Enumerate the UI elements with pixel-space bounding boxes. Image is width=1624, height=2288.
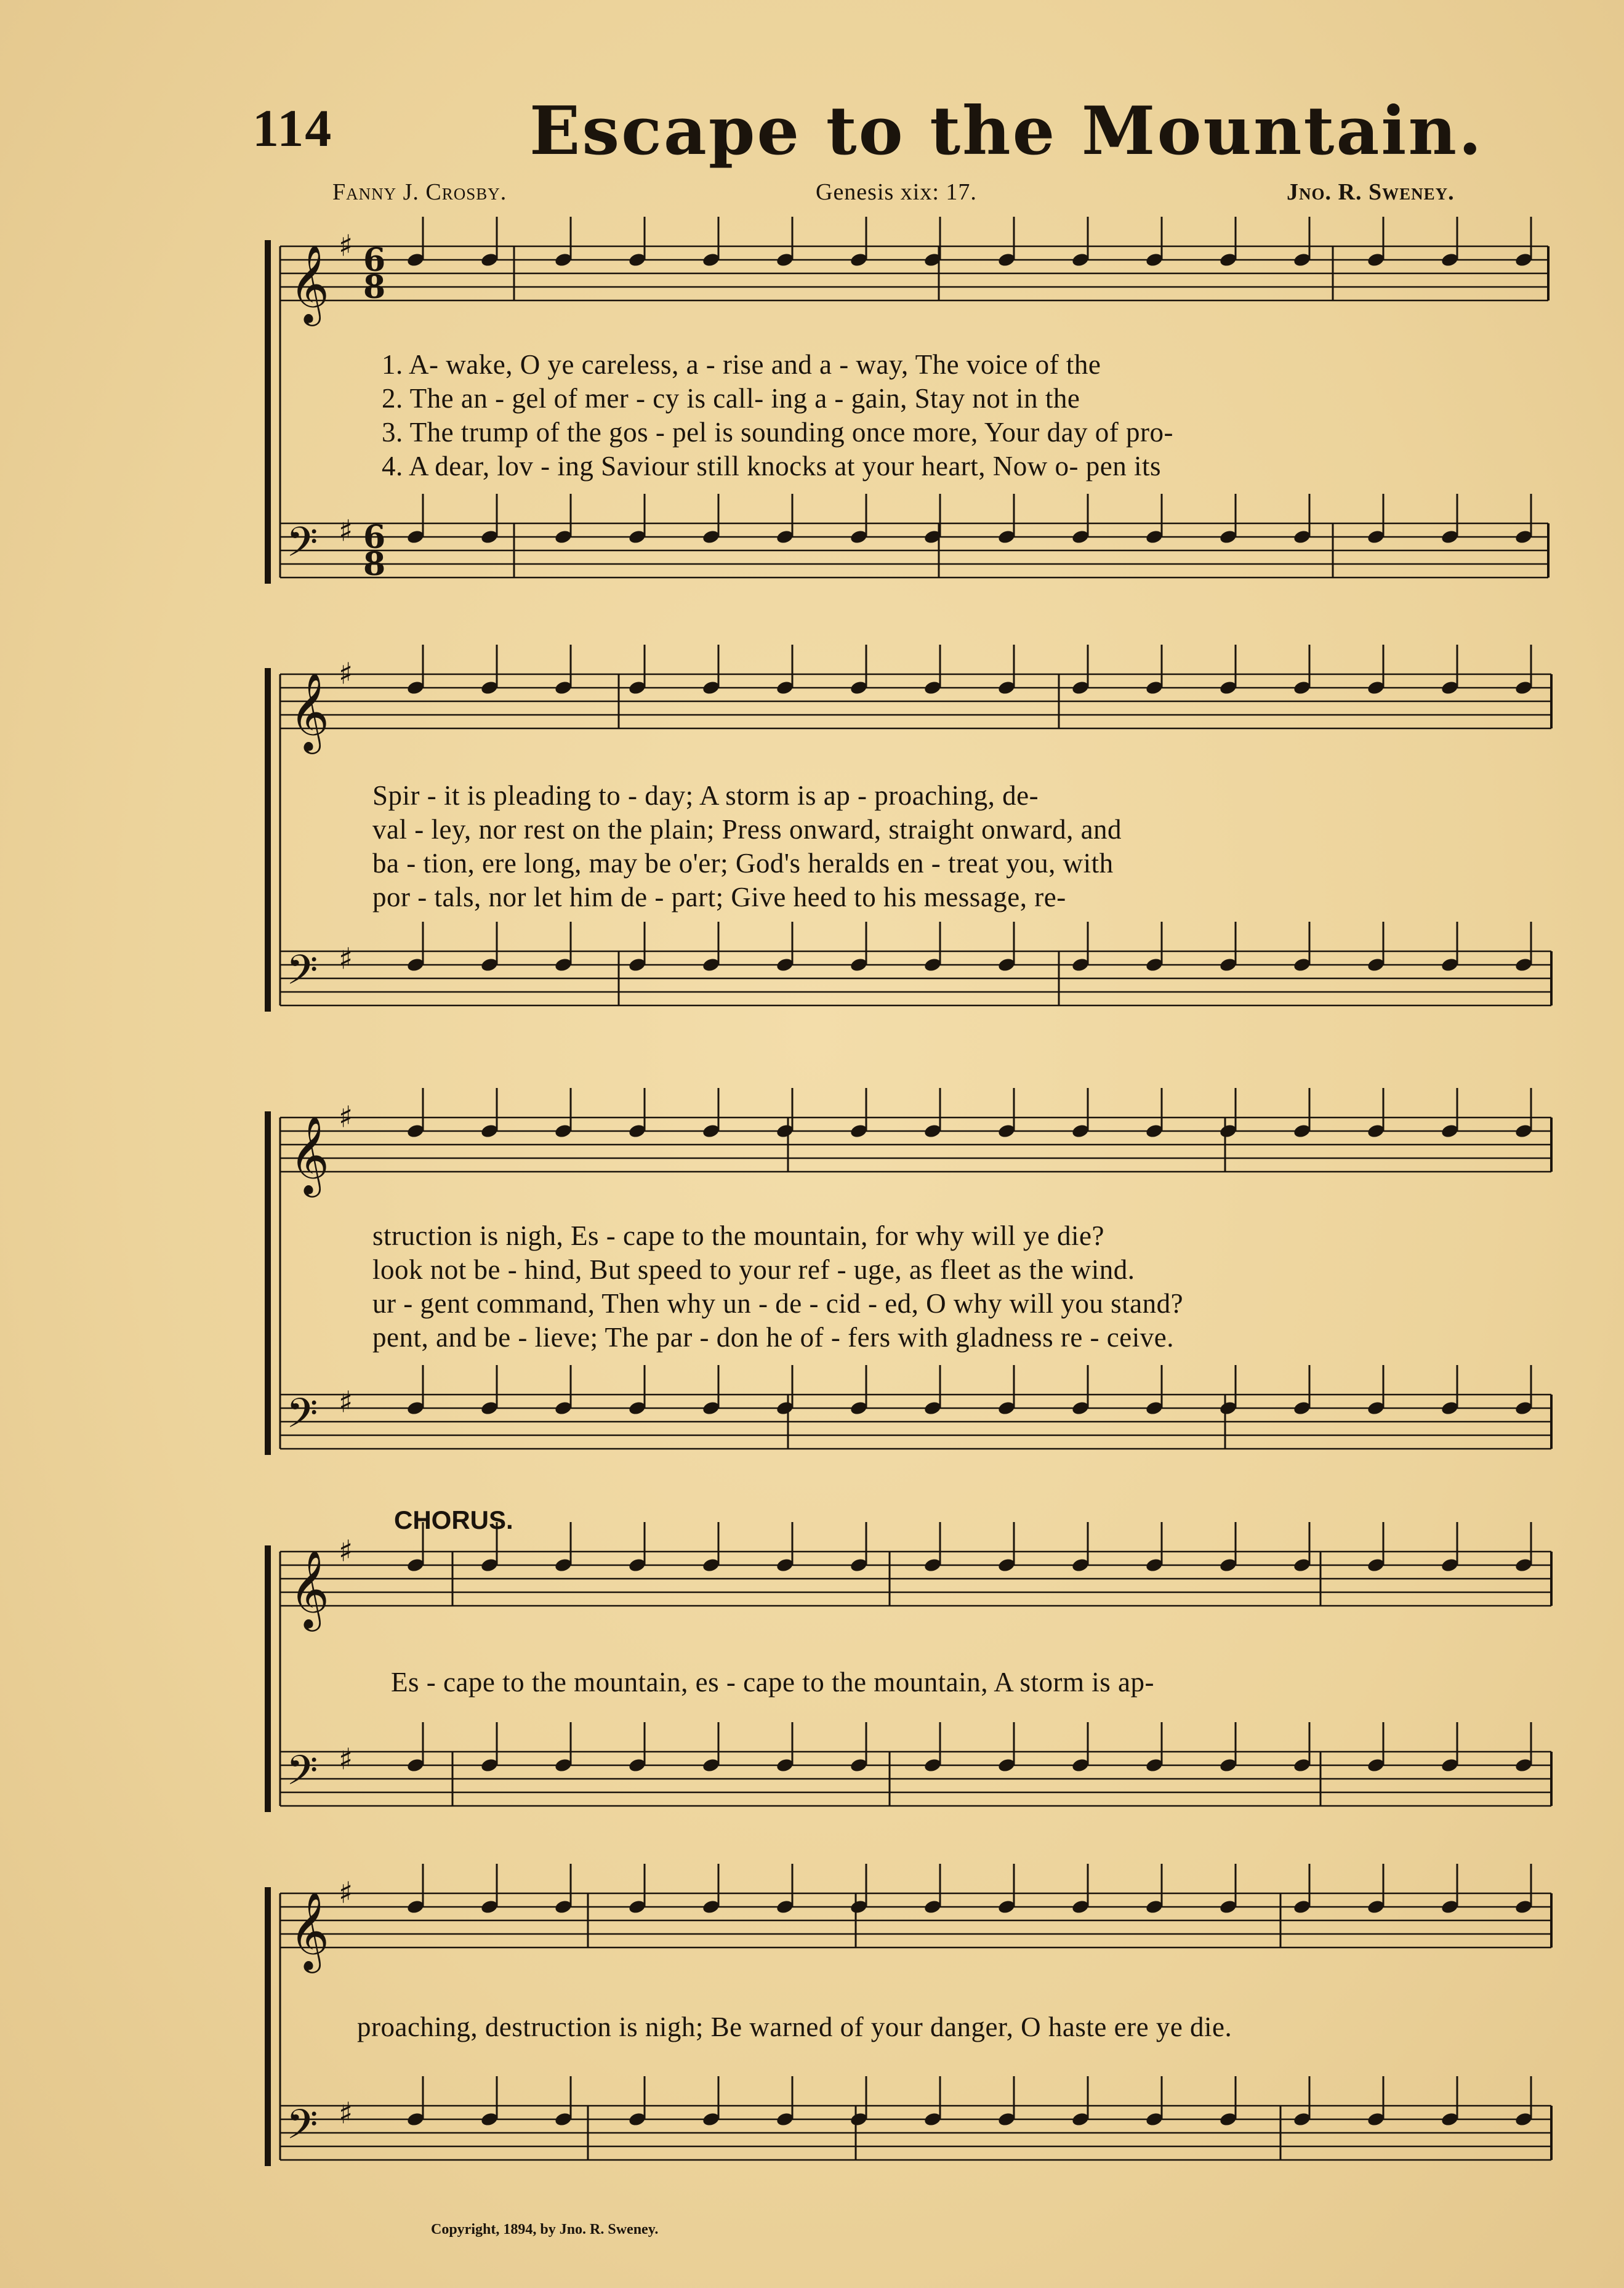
verse-3-line-3: ur - gent command, Then why un - de - cid - ed, O why will you stand? xyxy=(372,1288,1184,1319)
verse-3-line-2: ba - tion, ere long, may be o'er; God's heralds en - treat you, with xyxy=(372,848,1114,879)
sharp-icon: ♯ xyxy=(339,1100,353,1135)
sharp-icon: ♯ xyxy=(339,1385,353,1420)
verse-4-line-3: pent, and be - lieve; The par - don he of - fers with gladness re - ceive. xyxy=(372,1322,1174,1353)
chorus-label: CHORUS. xyxy=(394,1505,513,1534)
time-signature-digit: 6 xyxy=(363,518,386,556)
treble-clef-icon: 𝄞 xyxy=(289,1115,330,1194)
composer-credit: Jno. R. Sweney. xyxy=(1287,179,1455,205)
sharp-icon: ♯ xyxy=(339,656,353,691)
verse-2-line-1: 2. The an - gel of mer - cy is call- ing a - gain, Stay not in the xyxy=(382,383,1080,414)
hymn-title: Escape to the Mountain. xyxy=(529,92,1484,170)
sharp-icon: ♯ xyxy=(339,941,353,977)
time-signature-digit: 6 xyxy=(363,241,386,279)
verse-1-line-1: 1. A- wake, O ye careless, a - rise and a - way, The voice of the xyxy=(382,349,1101,380)
author-credit: Fanny J. Crosby. xyxy=(332,179,507,205)
verse-1-line-2: Spir - it is pleading to - day; A storm is ap - proaching, de- xyxy=(372,780,1039,811)
verse-4-line-1: 4. A dear, lov - ing Saviour still knocks at your heart, Now o- pen its xyxy=(382,451,1162,481)
bass-clef-icon: 𝄢 xyxy=(286,2101,318,2158)
sharp-icon: ♯ xyxy=(339,514,353,549)
bass-clef-icon: 𝄢 xyxy=(286,518,318,576)
time-signature-digit: 8 xyxy=(363,546,386,583)
page-number: 114 xyxy=(252,99,333,158)
treble-clef-icon: 𝄞 xyxy=(289,1549,330,1628)
treble-clef-icon: 𝄞 xyxy=(289,1891,330,1970)
verse-1-line-3: struction is nigh, Es - cape to the mountain, for why will ye die? xyxy=(372,1220,1105,1251)
sharp-icon: ♯ xyxy=(339,1742,353,1777)
sharp-icon: ♯ xyxy=(339,2096,353,2131)
chorus-line-1: Es - cape to the mountain, es - cape to the mountain, A storm is ap- xyxy=(391,1667,1154,1698)
bass-clef-icon: 𝄢 xyxy=(286,1390,318,1447)
treble-clef-icon: 𝄞 xyxy=(289,672,330,751)
time-signature-digit: 8 xyxy=(363,268,386,306)
chorus-line-2: proaching, destruction is nigh; Be warned of your danger, O haste ere ye die. xyxy=(357,2012,1232,2042)
verse-2-line-2: val - ley, nor rest on the plain; Press onward, straight onward, and xyxy=(372,814,1122,845)
scripture-reference: Genesis xix: 17. xyxy=(816,179,977,205)
verse-4-line-2: por - tals, nor let him de - part; Give heed to his message, re- xyxy=(372,882,1066,912)
treble-clef-icon: 𝄞 xyxy=(289,244,330,323)
verse-3-line-1: 3. The trump of the gos - pel is sounding once more, Your day of pro- xyxy=(382,417,1173,448)
verse-2-line-3: look not be - hind, But speed to your ref - uge, as fleet as the wind. xyxy=(372,1254,1135,1285)
bass-clef-icon: 𝄢 xyxy=(286,946,318,1004)
bass-clef-icon: 𝄢 xyxy=(286,1747,318,1804)
sharp-icon: ♯ xyxy=(339,1875,353,1911)
copyright-notice: Copyright, 1894, by Jno. R. Sweney. xyxy=(431,2222,659,2238)
sharp-icon: ♯ xyxy=(339,1534,353,1569)
sharp-icon: ♯ xyxy=(339,228,353,264)
